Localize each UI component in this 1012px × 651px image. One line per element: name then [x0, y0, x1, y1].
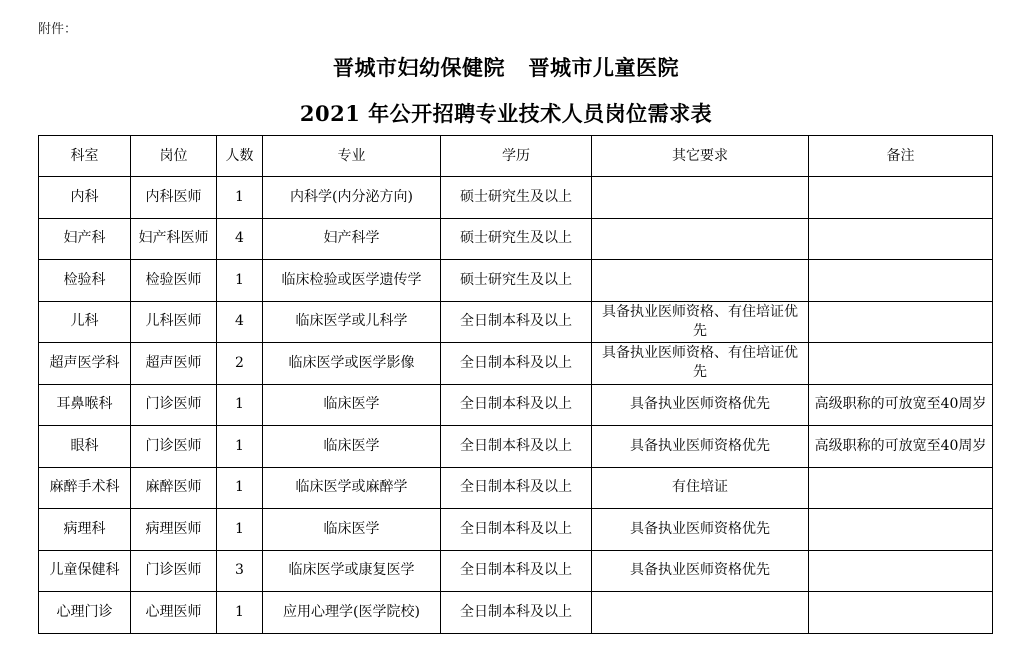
cell-count: 1	[217, 177, 263, 219]
cell-major: 临床医学	[263, 509, 441, 551]
header-education: 学历	[441, 136, 592, 177]
cell-post: 内科医师	[131, 177, 217, 219]
cell-major: 临床医学或麻醉学	[263, 467, 441, 509]
attachment-label: 附件：	[38, 22, 78, 37]
cell-dept: 儿科	[39, 301, 131, 343]
cell-major: 妇产科学	[263, 218, 441, 260]
cell-count: 2	[217, 343, 263, 385]
header-major: 专业	[263, 136, 441, 177]
cell-major: 临床医学或儿科学	[263, 301, 441, 343]
cell-remarks	[809, 177, 993, 219]
cell-count: 1	[217, 592, 263, 634]
cell-education: 全日制本科及以上	[441, 343, 592, 385]
cell-other-requirements: 具备执业医师资格优先	[592, 550, 809, 592]
cell-dept: 检验科	[39, 260, 131, 302]
cell-count: 1	[217, 260, 263, 302]
cell-dept: 心理门诊	[39, 592, 131, 634]
cell-education: 硕士研究生及以上	[441, 218, 592, 260]
cell-other-requirements	[592, 218, 809, 260]
table-row	[39, 343, 993, 385]
cell-remarks	[809, 301, 993, 343]
cell-education: 全日制本科及以上	[441, 384, 592, 426]
cell-other-requirements	[592, 177, 809, 219]
cell-post: 门诊医师	[131, 384, 217, 426]
cell-other-requirements: 具备执业医师资格、有住培证优先	[592, 301, 809, 343]
cell-major: 临床医学或康复医学	[263, 550, 441, 592]
cell-count: 3	[217, 550, 263, 592]
cell-education: 全日制本科及以上	[441, 301, 592, 343]
cell-remarks	[809, 509, 993, 551]
cell-count: 1	[217, 509, 263, 551]
cell-dept: 麻醉手术科	[39, 467, 131, 509]
cell-other-requirements: 具备执业医师资格、有住培证优先	[592, 343, 809, 385]
cell-count: 4	[217, 218, 263, 260]
cell-count: 1	[217, 384, 263, 426]
cell-remarks	[809, 467, 993, 509]
header-post: 岗位	[131, 136, 217, 177]
cell-post: 病理医师	[131, 509, 217, 551]
cell-remarks: 高级职称的可放宽至40周岁	[809, 426, 993, 468]
table-row	[39, 301, 993, 343]
cell-count: 1	[217, 426, 263, 468]
cell-education: 全日制本科及以上	[441, 592, 592, 634]
header-remarks: 备注	[809, 136, 993, 177]
recruitment-table	[38, 135, 993, 634]
cell-other-requirements: 具备执业医师资格优先	[592, 509, 809, 551]
table-row	[39, 509, 993, 551]
cell-major: 内科学(内分泌方向)	[263, 177, 441, 219]
cell-post: 儿科医师	[131, 301, 217, 343]
cell-count: 1	[217, 467, 263, 509]
header-dept: 科室	[39, 136, 131, 177]
cell-remarks: 高级职称的可放宽至40周岁	[809, 384, 993, 426]
table-header-row	[39, 136, 993, 177]
cell-post: 检验医师	[131, 260, 217, 302]
cell-education: 全日制本科及以上	[441, 467, 592, 509]
page-subtitle: 2021 年公开招聘专业技术人员岗位需求表	[299, 101, 713, 126]
cell-dept: 内科	[39, 177, 131, 219]
cell-major: 临床检验或医学遗传学	[263, 260, 441, 302]
cell-other-requirements: 具备执业医师资格优先	[592, 384, 809, 426]
cell-post: 超声医师	[131, 343, 217, 385]
cell-post: 心理医师	[131, 592, 217, 634]
cell-education: 硕士研究生及以上	[441, 177, 592, 219]
table-row	[39, 218, 993, 260]
header-other-requirements: 其它要求	[592, 136, 809, 177]
table-row	[39, 177, 993, 219]
cell-remarks	[809, 218, 993, 260]
table-row	[39, 384, 993, 426]
cell-count: 4	[217, 301, 263, 343]
cell-other-requirements: 具备执业医师资格优先	[592, 426, 809, 468]
cell-dept: 病理科	[39, 509, 131, 551]
cell-dept: 超声医学科	[39, 343, 131, 385]
table-row	[39, 550, 993, 592]
cell-other-requirements	[592, 592, 809, 634]
header-count: 人数	[217, 136, 263, 177]
cell-major: 应用心理学(医学院校)	[263, 592, 441, 634]
table-row	[39, 592, 993, 634]
page-title: 晋城市妇幼保健院 晋城市儿童医院	[333, 55, 679, 80]
cell-education: 硕士研究生及以上	[441, 260, 592, 302]
cell-post: 门诊医师	[131, 426, 217, 468]
cell-dept: 妇产科	[39, 218, 131, 260]
cell-dept: 儿童保健科	[39, 550, 131, 592]
cell-education: 全日制本科及以上	[441, 550, 592, 592]
table-row	[39, 260, 993, 302]
cell-other-requirements	[592, 260, 809, 302]
cell-post: 门诊医师	[131, 550, 217, 592]
cell-remarks	[809, 260, 993, 302]
cell-post: 妇产科医师	[131, 218, 217, 260]
cell-dept: 耳鼻喉科	[39, 384, 131, 426]
cell-other-requirements: 有住培证	[592, 467, 809, 509]
cell-education: 全日制本科及以上	[441, 426, 592, 468]
cell-major: 临床医学	[263, 384, 441, 426]
cell-remarks	[809, 592, 993, 634]
table-row	[39, 467, 993, 509]
cell-education: 全日制本科及以上	[441, 509, 592, 551]
cell-dept: 眼科	[39, 426, 131, 468]
cell-major: 临床医学	[263, 426, 441, 468]
cell-major: 临床医学或医学影像	[263, 343, 441, 385]
table-row	[39, 426, 993, 468]
cell-remarks	[809, 550, 993, 592]
cell-post: 麻醉医师	[131, 467, 217, 509]
cell-remarks	[809, 343, 993, 385]
